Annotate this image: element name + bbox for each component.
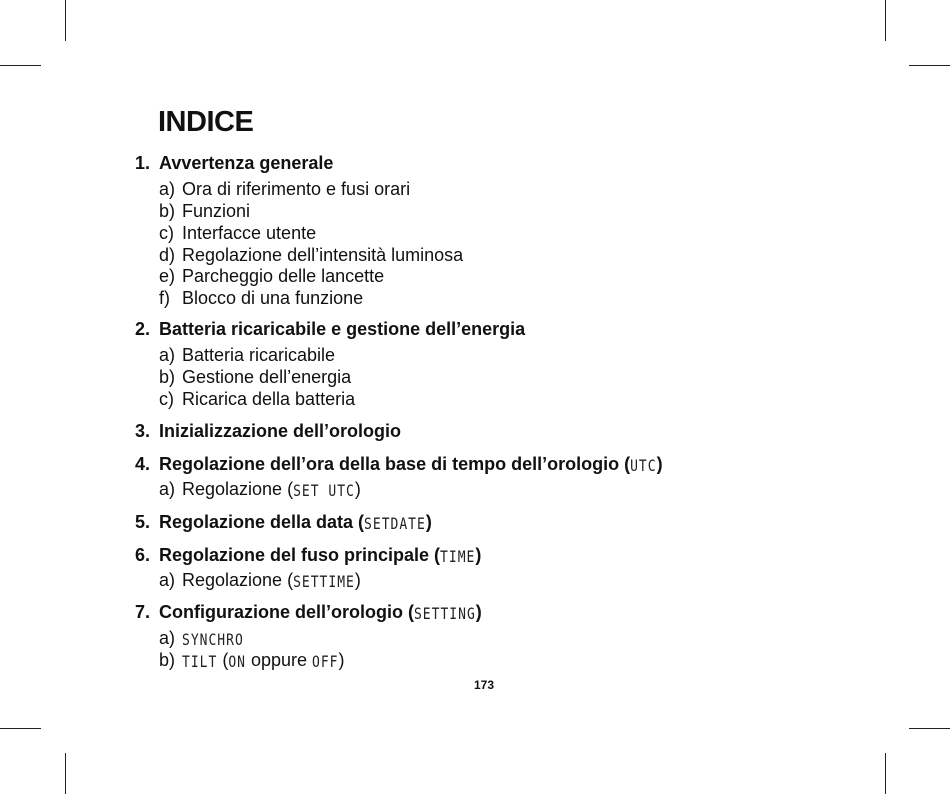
item-text: ( bbox=[217, 650, 229, 670]
item-label: Ricarica della batteria bbox=[182, 389, 356, 409]
toc-section-2[interactable] bbox=[135, 318, 525, 340]
toc-item[interactable] bbox=[159, 366, 351, 388]
section-label: Regolazione dell’ora della base di tempo dell’orologio ( bbox=[159, 454, 631, 474]
toc-item[interactable] bbox=[159, 222, 316, 244]
toc-item[interactable] bbox=[159, 244, 463, 266]
section-label-close: ) bbox=[656, 454, 663, 474]
lcd-code: OFF bbox=[312, 653, 339, 672]
section-label: Avvertenza generale bbox=[159, 153, 334, 173]
toc-item[interactable] bbox=[159, 478, 361, 503]
item-letter: a) bbox=[159, 179, 176, 199]
toc-item[interactable] bbox=[159, 178, 410, 200]
lcd-code: SYNCHRO bbox=[182, 631, 244, 650]
item-label: Regolazione dell’intensità luminosa bbox=[182, 245, 464, 265]
item-letter: b) bbox=[159, 201, 176, 221]
section-label: Batteria ricaricabile e gestione dell’energia bbox=[159, 319, 526, 339]
crop-mark bbox=[885, 753, 886, 794]
toc-item[interactable] bbox=[159, 265, 384, 287]
section-number: 5. bbox=[135, 512, 151, 532]
item-label: Parcheggio delle lancette bbox=[182, 266, 385, 286]
crop-mark bbox=[0, 728, 41, 729]
toc-item[interactable] bbox=[159, 344, 335, 366]
toc-section-7[interactable] bbox=[135, 601, 482, 626]
item-letter: a) bbox=[159, 570, 176, 590]
lcd-code: SETTING bbox=[413, 605, 476, 624]
item-label: Batteria ricaricabile bbox=[182, 345, 336, 365]
lcd-code: SET UTC bbox=[293, 482, 355, 501]
toc-item[interactable] bbox=[159, 287, 363, 309]
section-number: 3. bbox=[135, 421, 151, 441]
section-number: 6. bbox=[135, 545, 151, 565]
item-close: ) bbox=[338, 650, 345, 670]
section-number: 4. bbox=[135, 454, 151, 474]
item-letter: f) bbox=[159, 288, 170, 308]
item-letter: b) bbox=[159, 650, 176, 670]
lcd-code: SETDATE bbox=[364, 515, 426, 534]
crop-mark bbox=[0, 65, 41, 66]
item-text: oppure bbox=[245, 650, 313, 670]
section-label: Inizializzazione dell’orologio bbox=[159, 421, 402, 441]
toc-section-3[interactable] bbox=[135, 420, 401, 442]
item-letter: a) bbox=[159, 479, 176, 499]
section-label: Regolazione del fuso principale ( bbox=[159, 545, 441, 565]
item-letter: a) bbox=[159, 345, 176, 365]
crop-mark bbox=[909, 728, 950, 729]
item-label: Regolazione ( bbox=[182, 479, 294, 499]
item-letter: c) bbox=[159, 223, 174, 243]
section-label: Regolazione della data ( bbox=[159, 512, 365, 532]
lcd-code: TILT bbox=[182, 653, 218, 672]
item-close: ) bbox=[354, 479, 361, 499]
toc-item[interactable] bbox=[159, 649, 345, 674]
item-letter: b) bbox=[159, 367, 176, 387]
toc-item[interactable] bbox=[159, 569, 361, 594]
toc-section-6[interactable] bbox=[135, 544, 481, 569]
section-label-close: ) bbox=[475, 602, 482, 622]
lcd-code: ON bbox=[228, 653, 246, 672]
item-label: Blocco di una funzione bbox=[182, 288, 364, 308]
lcd-code: UTC bbox=[630, 457, 657, 476]
page-number: 173 bbox=[474, 678, 495, 692]
section-label: Configurazione dell’orologio ( bbox=[159, 602, 414, 622]
crop-mark bbox=[65, 753, 66, 794]
item-label: Gestione dell’energia bbox=[182, 367, 352, 387]
section-label-close: ) bbox=[425, 512, 432, 532]
crop-mark bbox=[885, 0, 886, 41]
item-letter: a) bbox=[159, 628, 176, 648]
toc-section-1[interactable] bbox=[135, 152, 333, 174]
section-number: 1. bbox=[135, 153, 151, 173]
crop-mark bbox=[909, 65, 950, 66]
toc-section-4[interactable] bbox=[135, 453, 663, 478]
item-letter: d) bbox=[159, 245, 176, 265]
crop-mark bbox=[65, 0, 66, 41]
lcd-code: TIME bbox=[440, 548, 476, 567]
item-label: Funzioni bbox=[182, 201, 251, 221]
toc-section-5[interactable] bbox=[135, 511, 432, 536]
item-letter: e) bbox=[159, 266, 176, 286]
page-title: INDICE bbox=[158, 106, 254, 138]
lcd-code: SETTIME bbox=[293, 573, 355, 592]
toc-item[interactable] bbox=[159, 200, 250, 222]
item-label: Regolazione ( bbox=[182, 570, 294, 590]
item-letter: c) bbox=[159, 389, 174, 409]
item-label: Interfacce utente bbox=[182, 223, 317, 243]
section-number: 2. bbox=[135, 319, 151, 339]
section-number: 7. bbox=[135, 602, 151, 622]
toc-item[interactable] bbox=[159, 388, 355, 410]
section-label-close: ) bbox=[475, 545, 482, 565]
item-close: ) bbox=[354, 570, 361, 590]
item-label: Ora di riferimento e fusi orari bbox=[182, 179, 411, 199]
